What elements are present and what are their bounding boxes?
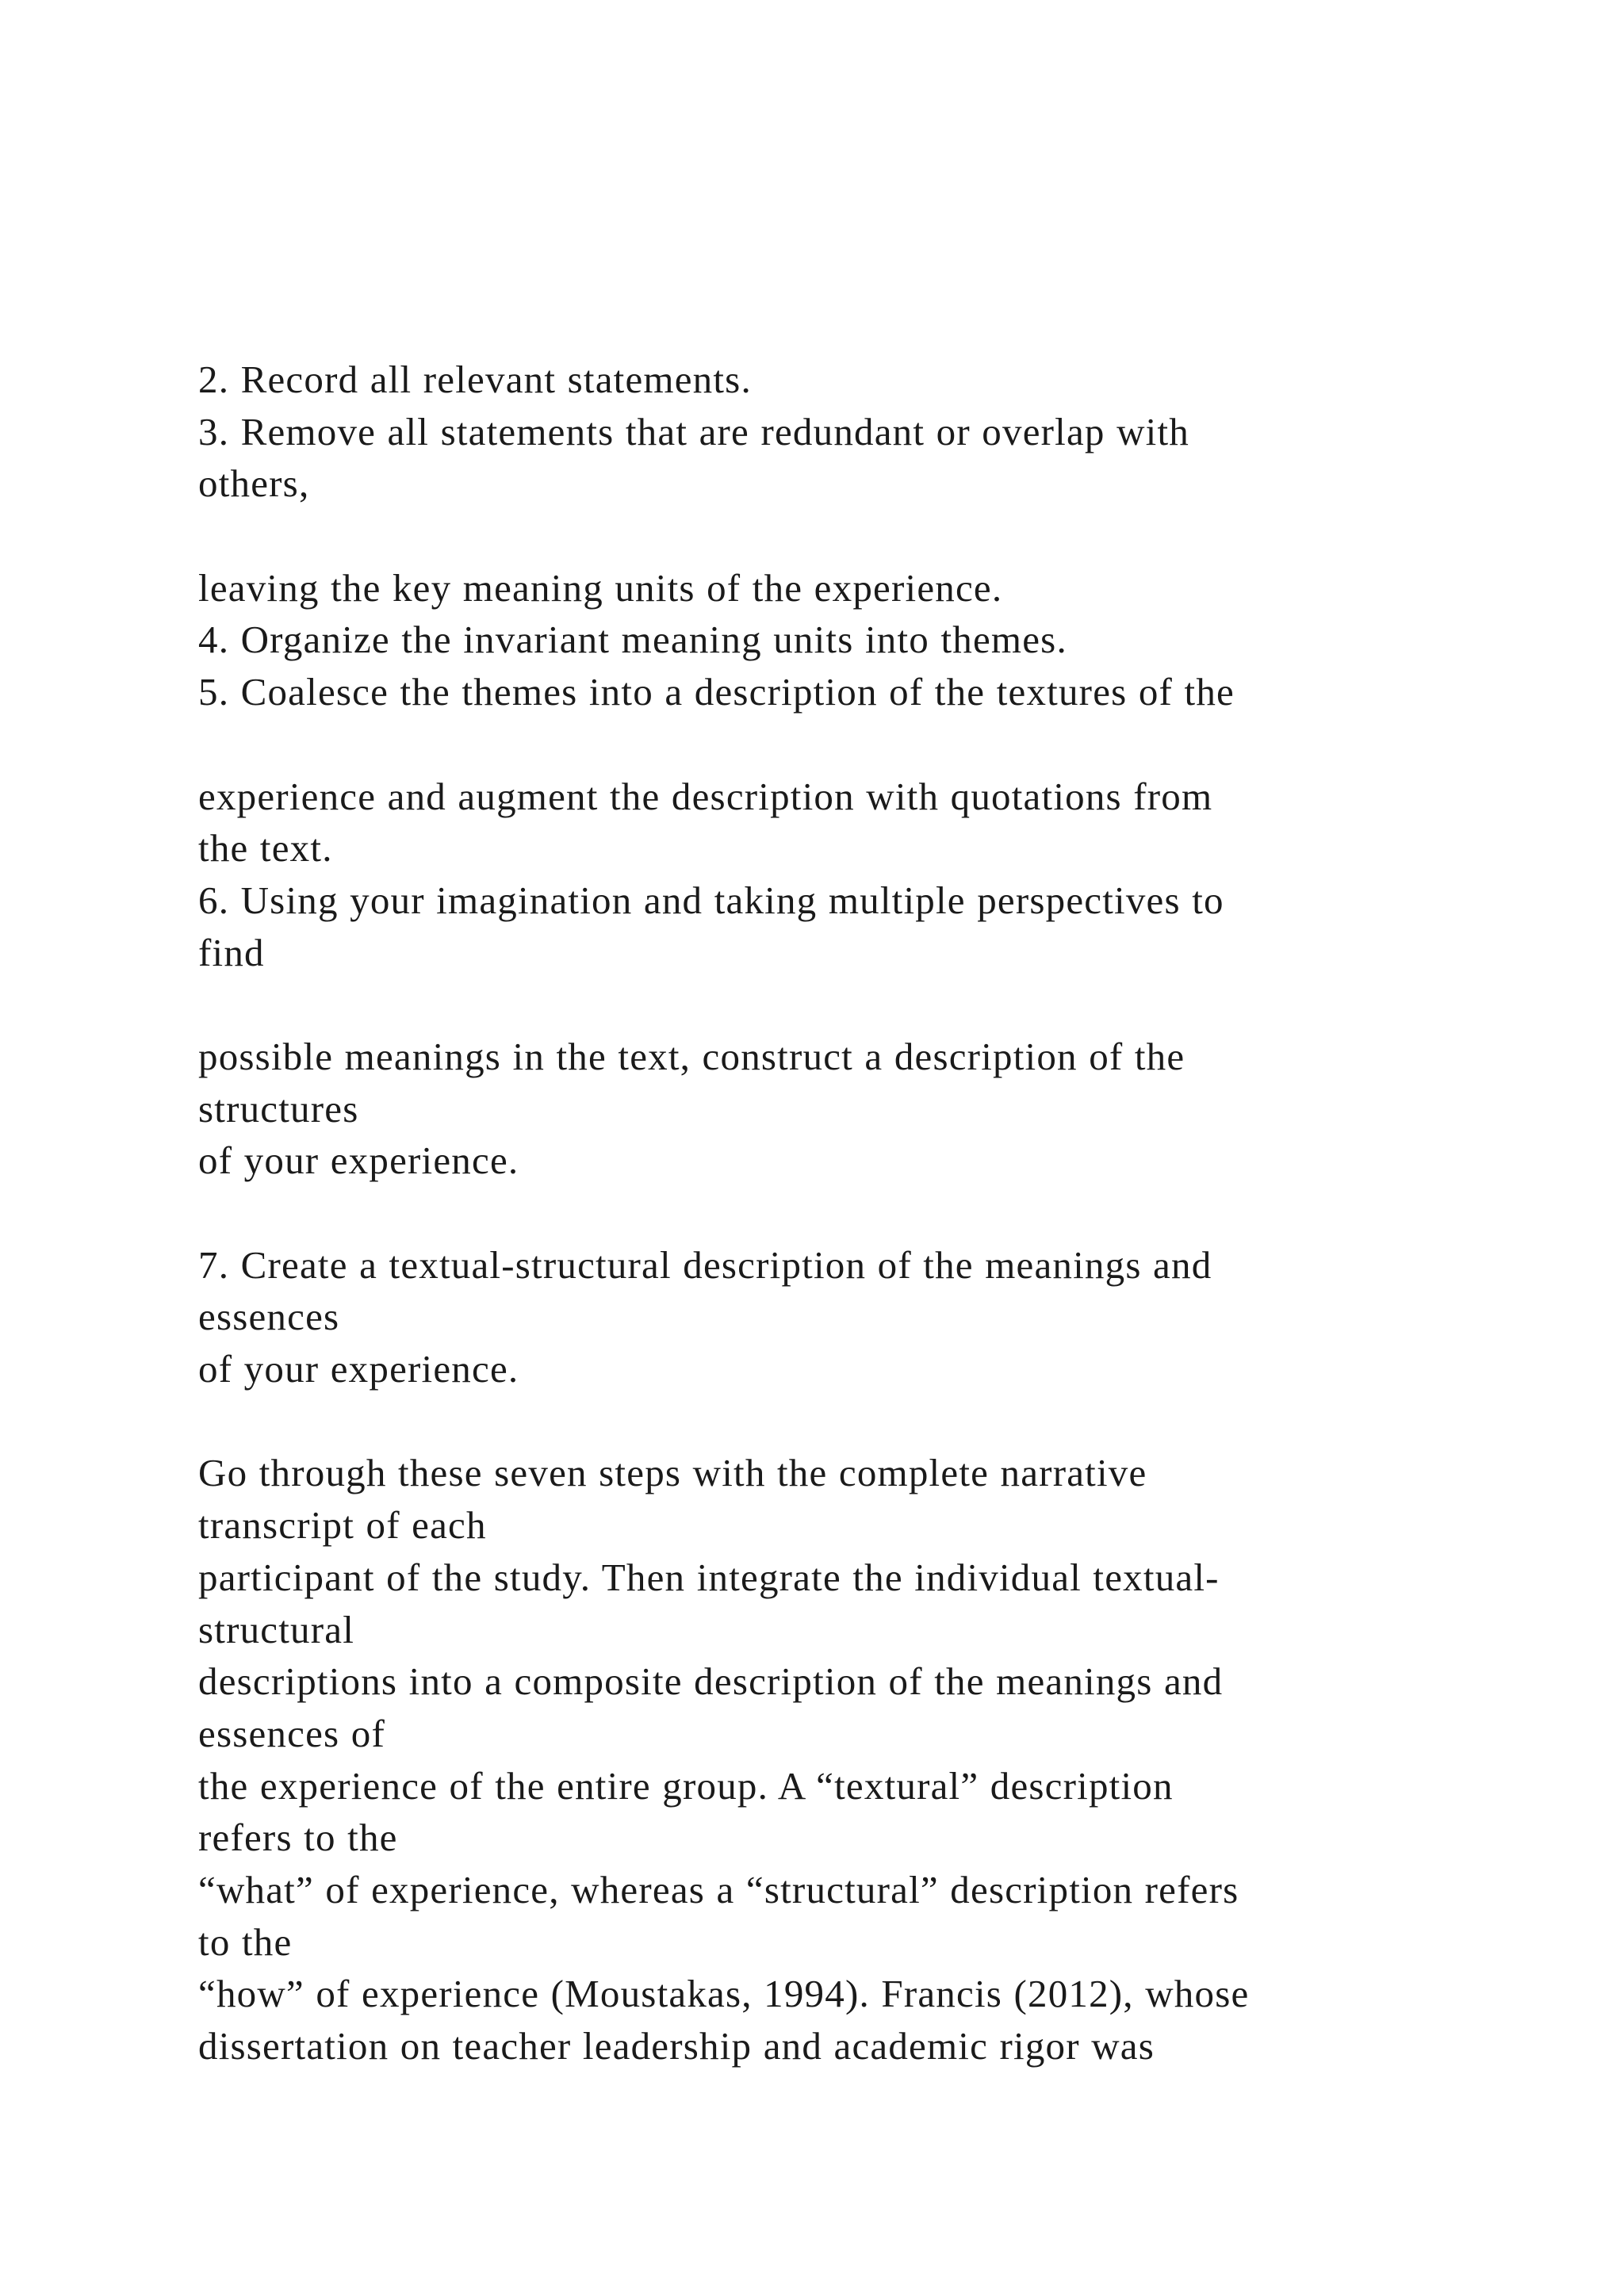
text-line: essences of: [198, 1711, 385, 1755]
text-line: 5. Coalesce the themes into a description of the textures of the: [198, 670, 1235, 714]
blank-line: [198, 510, 1546, 562]
body-text: [198, 354, 1546, 2072]
blank-line: [198, 978, 1546, 1031]
text-line: to the: [198, 1919, 293, 1964]
text-line: the text.: [198, 826, 333, 871]
blank-line: [198, 718, 1546, 771]
text-line: 7. Create a textual-structural description of the meanings and: [198, 1242, 1212, 1287]
text-line: 6. Using your imagination and taking multiple perspectives to: [198, 878, 1224, 922]
text-line: refers to the: [198, 1816, 398, 1860]
text-line: dissertation on teacher leadership and academic rigor was: [198, 2024, 1155, 2068]
text-line: participant of the study. Then integrate the individual textual-: [198, 1555, 1220, 1599]
text-line: essences: [198, 1295, 340, 1339]
text-line: 3. Remove all statements that are redundant or overlap with: [198, 409, 1189, 453]
text-line: structures: [198, 1086, 359, 1131]
text-line: of your experience.: [198, 1138, 519, 1183]
text-line: “how” of experience (Moustakas, 1994). Francis (2012), whose: [198, 1972, 1250, 2016]
blank-line: [198, 1187, 1546, 1239]
text-line: descriptions into a composite description of the meanings and: [198, 1659, 1224, 1704]
text-line: find: [198, 930, 265, 974]
text-line: transcript of each: [198, 1503, 487, 1548]
blank-line: [198, 1395, 1546, 1448]
text-line: structural: [198, 1607, 355, 1651]
text-line: Go through these seven steps with the complete narrative: [198, 1451, 1147, 1495]
text-line: 4. Organize the invariant meaning units into themes.: [198, 618, 1067, 662]
text-line: others,: [198, 461, 310, 506]
text-line: leaving the key meaning units of the experience.: [198, 565, 1003, 610]
text-line: 2. Record all relevant statements.: [198, 358, 752, 401]
text-line: possible meanings in the text, construct a description of the: [198, 1034, 1185, 1078]
text-line: the experience of the entire group. A “textural” description: [198, 1763, 1174, 1808]
text-line: “what” of experience, whereas a “structural” description refers: [198, 1867, 1239, 1911]
text-line: of your experience.: [198, 1347, 519, 1391]
text-line: experience and augment the description with quotations from: [198, 774, 1213, 818]
